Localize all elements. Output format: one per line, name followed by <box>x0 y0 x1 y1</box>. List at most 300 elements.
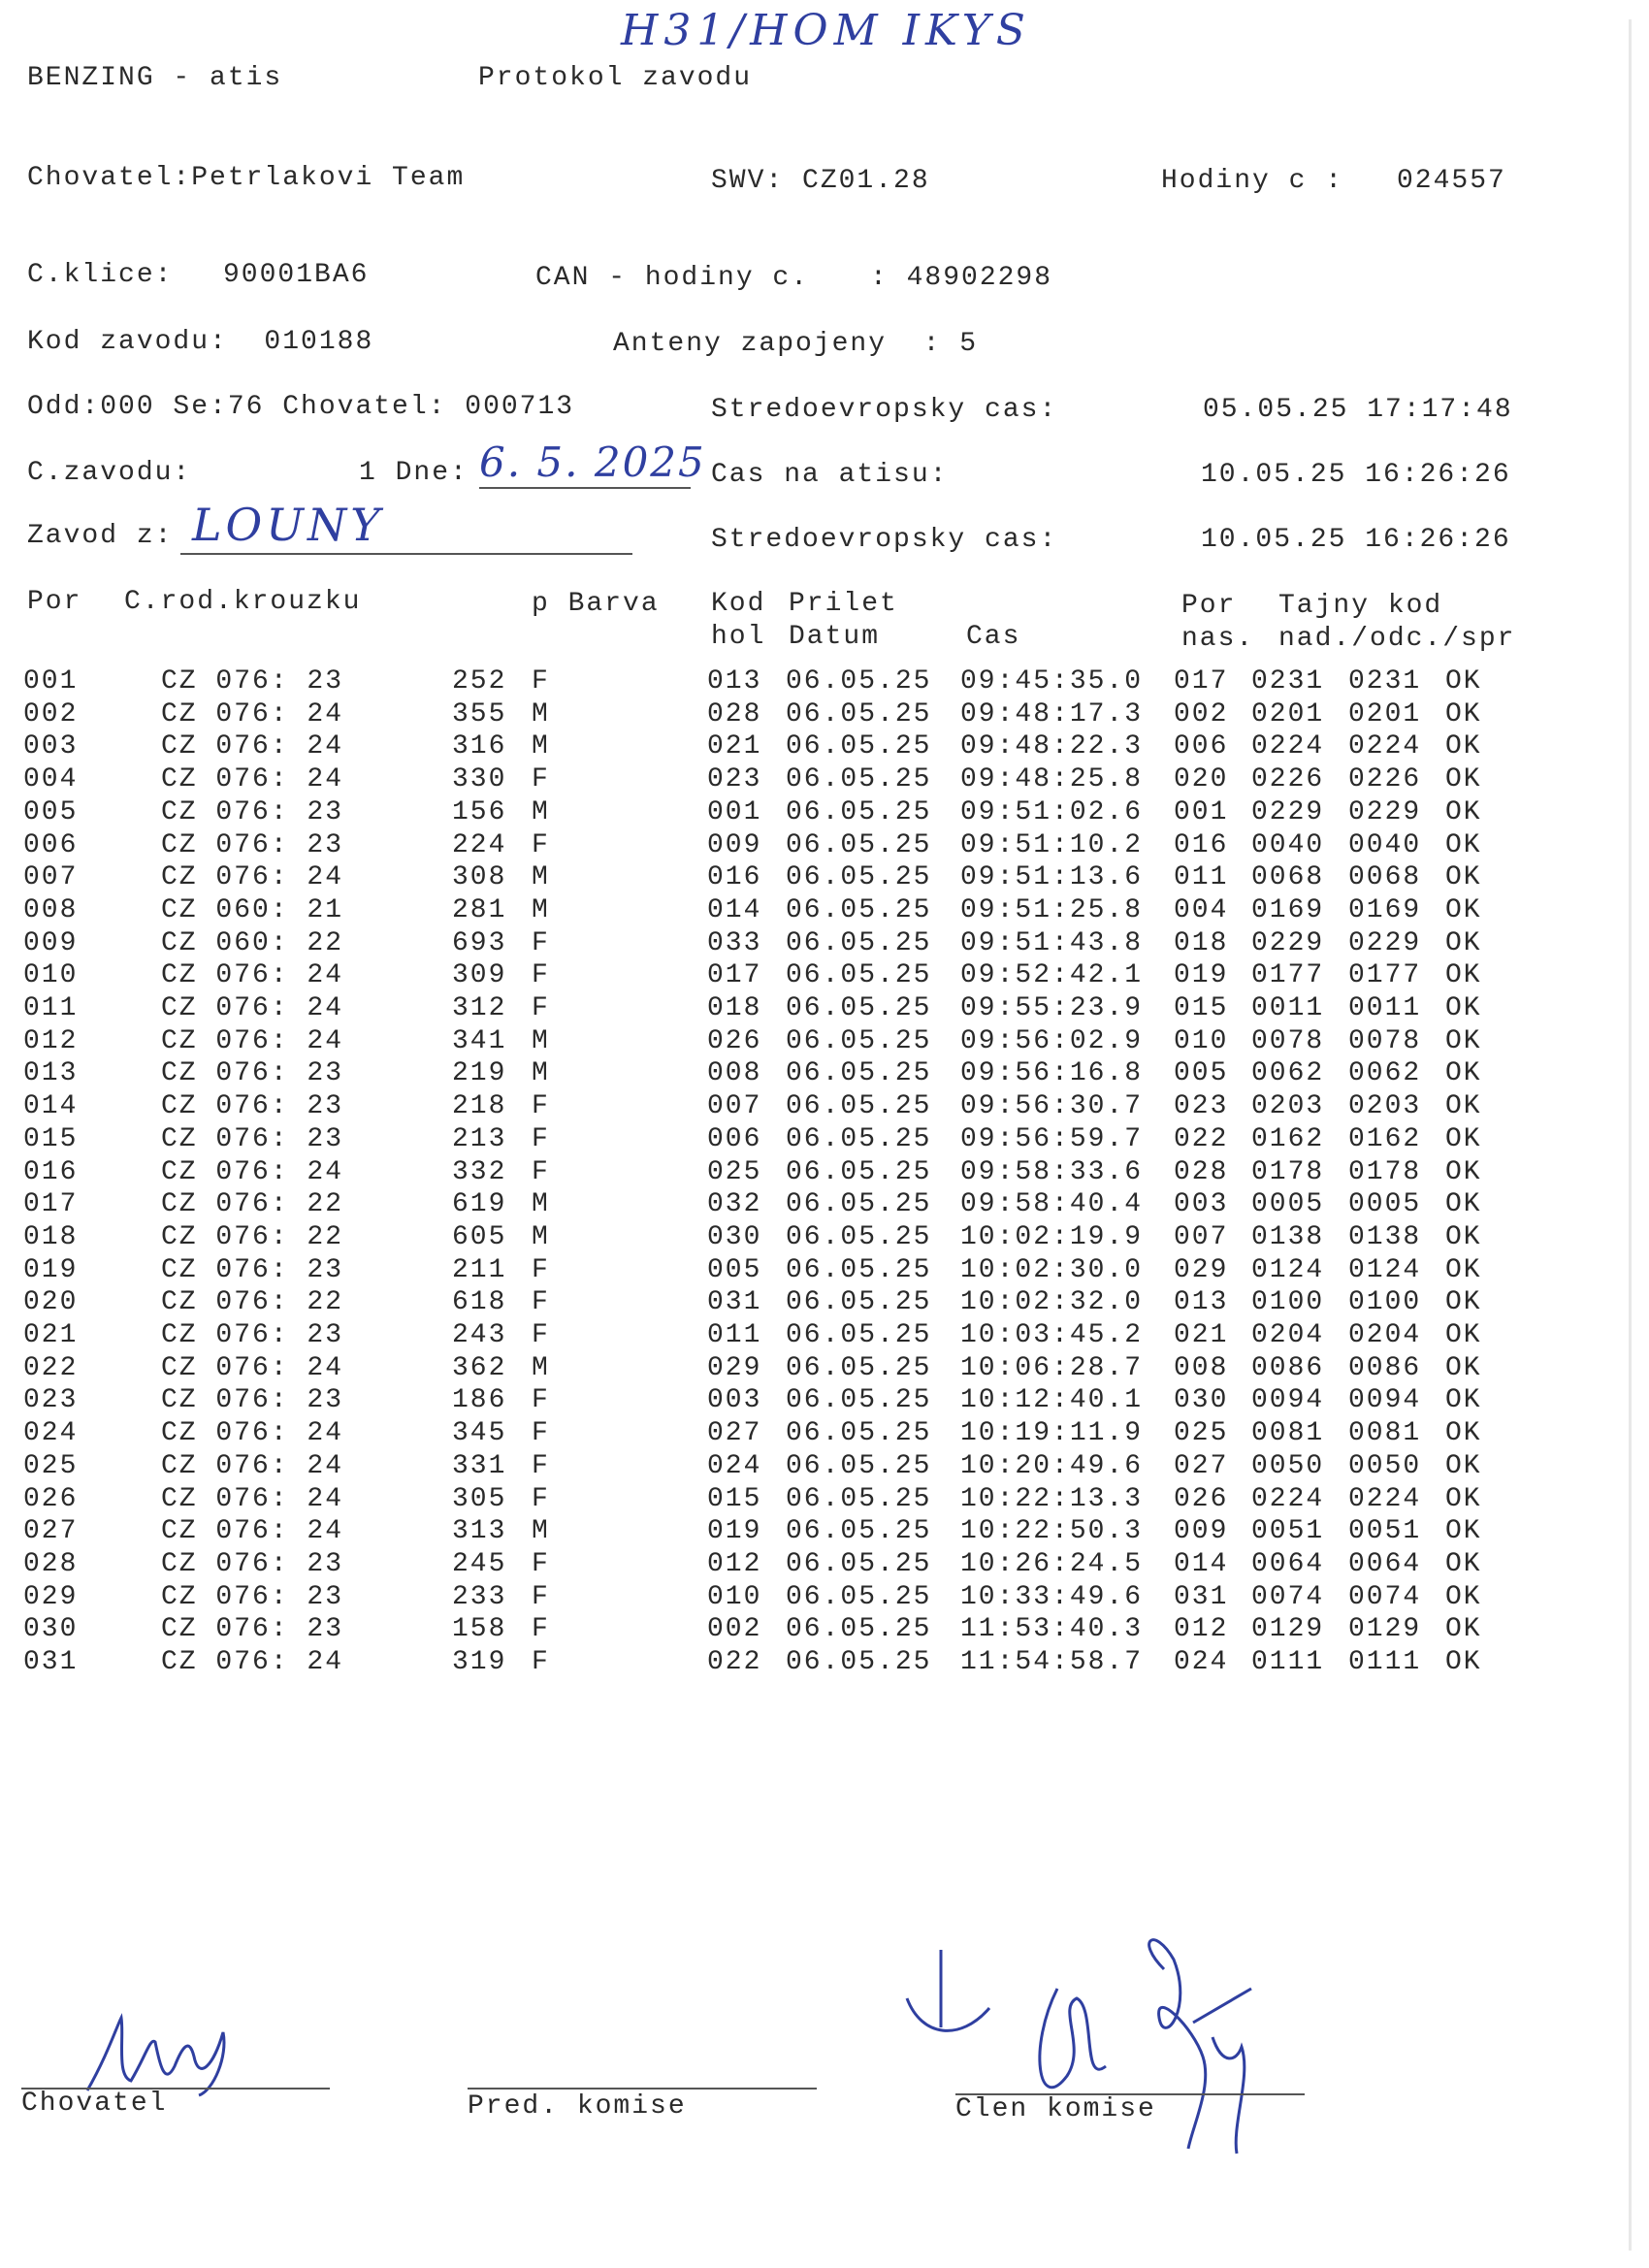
row-ring-number: 309 <box>452 960 507 991</box>
row-code-clock: 0005 <box>1348 1189 1422 1220</box>
row-time: 10:06:28.7 <box>960 1352 1144 1383</box>
cet-value-2: 10.05.25 16:26:26 <box>1201 525 1511 555</box>
row-code-clock: 0124 <box>1348 1254 1422 1285</box>
page-title: Protokol zavodu <box>478 63 753 93</box>
row-date: 06.05.25 <box>786 1581 932 1612</box>
row-code: 033 <box>707 927 762 958</box>
col-header-time: Cas <box>966 622 1021 652</box>
table-row <box>23 1057 1517 1090</box>
row-code-start: 0229 <box>1251 796 1325 827</box>
row-ring: CZ 076: 23 <box>161 796 344 827</box>
row-ring: CZ 076: 24 <box>161 731 344 762</box>
clock-number-value: 024557 <box>1397 166 1506 196</box>
row-race-position: 023 <box>1174 1091 1229 1122</box>
row-code-clock: 0111 <box>1348 1647 1422 1677</box>
row-code-clock: 0062 <box>1348 1058 1422 1089</box>
row-sex: F <box>532 1483 550 1514</box>
row-code-start: 0224 <box>1251 731 1325 762</box>
row-ring: CZ 076: 24 <box>161 1516 344 1547</box>
race-code: Kod zavodu: 010188 <box>27 327 374 357</box>
section-line: Odd:000 Se:76 Chovatel: 000713 <box>27 392 575 422</box>
row-ring-number: 281 <box>452 894 507 925</box>
row-date: 06.05.25 <box>786 1418 932 1449</box>
row-position: 018 <box>23 1221 79 1252</box>
row-position: 022 <box>23 1352 79 1383</box>
row-status: OK <box>1445 796 1482 827</box>
handwritten-reference: H31/HOM IKYS <box>621 6 1031 55</box>
row-ring-number: 316 <box>452 731 507 762</box>
row-code-start: 0111 <box>1251 1647 1325 1677</box>
row-race-position: 026 <box>1174 1483 1229 1514</box>
table-row <box>23 698 1517 731</box>
row-code: 002 <box>707 1614 762 1645</box>
row-code-start: 0011 <box>1251 993 1325 1023</box>
row-date: 06.05.25 <box>786 894 932 925</box>
row-status: OK <box>1445 731 1482 762</box>
atis-time-label: Cas na atisu: <box>711 460 949 490</box>
row-race-position: 017 <box>1174 666 1229 697</box>
row-ring: CZ 076: 23 <box>161 1320 344 1350</box>
row-race-position: 010 <box>1174 1025 1229 1056</box>
row-status: OK <box>1445 862 1482 893</box>
row-date: 06.05.25 <box>786 1385 932 1416</box>
row-code-clock: 0068 <box>1348 862 1422 893</box>
row-sex: F <box>532 829 550 860</box>
antennas-connected: Anteny zapojeny : 5 <box>613 329 979 359</box>
row-ring-number: 313 <box>452 1516 507 1547</box>
row-ring-number: 219 <box>452 1058 507 1089</box>
row-status: OK <box>1445 1221 1482 1252</box>
row-date: 06.05.25 <box>786 960 932 991</box>
row-code-clock: 0086 <box>1348 1352 1422 1383</box>
row-code-start: 0178 <box>1251 1156 1325 1187</box>
row-sex: F <box>532 927 550 958</box>
row-code-clock: 0229 <box>1348 796 1422 827</box>
row-ring: CZ 076: 23 <box>161 829 344 860</box>
row-code-start: 0062 <box>1251 1058 1325 1089</box>
row-position: 016 <box>23 1156 79 1187</box>
table-row <box>23 1025 1517 1058</box>
row-date: 06.05.25 <box>786 1287 932 1318</box>
row-code-start: 0224 <box>1251 1483 1325 1514</box>
atis-time-value: 10.05.25 16:26:26 <box>1201 460 1511 490</box>
row-code-start: 0124 <box>1251 1254 1325 1285</box>
row-time: 10:22:50.3 <box>960 1516 1144 1547</box>
table-row <box>23 1156 1517 1189</box>
row-date: 06.05.25 <box>786 1647 932 1677</box>
row-ring-number: 362 <box>452 1352 507 1383</box>
row-code-start: 0094 <box>1251 1385 1325 1416</box>
row-code: 011 <box>707 1320 762 1350</box>
row-position: 011 <box>23 993 79 1023</box>
row-status: OK <box>1445 1156 1482 1187</box>
row-code-clock: 0204 <box>1348 1320 1422 1350</box>
race-date-handwritten: 6. 5. 2025 <box>479 438 691 489</box>
race-from-underline <box>180 553 632 555</box>
row-ring: CZ 076: 23 <box>161 1091 344 1122</box>
can-clock-label: CAN - hodiny c. <box>535 263 810 293</box>
table-row <box>23 1384 1517 1417</box>
row-code: 026 <box>707 1025 762 1056</box>
row-ring: CZ 076: 24 <box>161 960 344 991</box>
row-time: 09:45:35.0 <box>960 666 1144 697</box>
row-ring-number: 213 <box>452 1123 507 1154</box>
row-race-position: 027 <box>1174 1450 1229 1481</box>
row-race-position: 029 <box>1174 1254 1229 1285</box>
row-ring: CZ 076: 23 <box>161 1548 344 1579</box>
row-time: 10:26:24.5 <box>960 1548 1144 1579</box>
member-signature <box>902 1930 1310 2163</box>
row-code: 028 <box>707 698 762 729</box>
row-ring-number: 156 <box>452 796 507 827</box>
row-time: 09:55:23.9 <box>960 993 1144 1023</box>
row-sex: F <box>532 1287 550 1318</box>
row-race-position: 016 <box>1174 829 1229 860</box>
row-ring-number: 619 <box>452 1189 507 1220</box>
row-race-position: 024 <box>1174 1647 1229 1677</box>
row-status: OK <box>1445 1614 1482 1645</box>
row-ring-number: 158 <box>452 1614 507 1645</box>
row-sex: F <box>532 993 550 1023</box>
row-code-start: 0229 <box>1251 927 1325 958</box>
row-code: 023 <box>707 764 762 795</box>
row-time: 09:58:40.4 <box>960 1189 1144 1220</box>
row-sex: M <box>532 1025 550 1056</box>
row-ring: CZ 076: 23 <box>161 666 344 697</box>
row-position: 013 <box>23 1058 79 1089</box>
row-status: OK <box>1445 829 1482 860</box>
row-code-start: 0169 <box>1251 894 1325 925</box>
row-ring: CZ 076: 24 <box>161 1025 344 1056</box>
cet-value-1: 05.05.25 17:17:48 <box>1203 395 1513 425</box>
row-code-start: 0204 <box>1251 1320 1325 1350</box>
table-row <box>23 1221 1517 1254</box>
row-time: 10:20:49.6 <box>960 1450 1144 1481</box>
row-sex: F <box>532 1385 550 1416</box>
row-code: 018 <box>707 993 762 1023</box>
row-ring: CZ 060: 21 <box>161 894 344 925</box>
row-position: 010 <box>23 960 79 991</box>
row-code: 019 <box>707 1516 762 1547</box>
system-name: BENZING - atis <box>27 63 283 93</box>
row-status: OK <box>1445 1254 1482 1285</box>
cet-label-2: Stredoevropsky cas: <box>711 525 1058 555</box>
row-race-position: 031 <box>1174 1581 1229 1612</box>
row-position: 023 <box>23 1385 79 1416</box>
row-date: 06.05.25 <box>786 1450 932 1481</box>
row-race-position: 021 <box>1174 1320 1229 1350</box>
row-ring: CZ 076: 22 <box>161 1189 344 1220</box>
row-code: 025 <box>707 1156 762 1187</box>
row-time: 10:02:19.9 <box>960 1221 1144 1252</box>
table-row <box>23 1548 1517 1581</box>
row-position: 025 <box>23 1450 79 1481</box>
row-date: 06.05.25 <box>786 1156 932 1187</box>
row-date: 06.05.25 <box>786 1221 932 1252</box>
row-race-position: 015 <box>1174 993 1229 1023</box>
row-time: 09:51:43.8 <box>960 927 1144 958</box>
row-code-start: 0201 <box>1251 698 1325 729</box>
row-ring-number: 218 <box>452 1091 507 1122</box>
row-code-start: 0040 <box>1251 829 1325 860</box>
row-code: 021 <box>707 731 762 762</box>
row-code-clock: 0162 <box>1348 1123 1422 1154</box>
row-time: 10:12:40.1 <box>960 1385 1144 1416</box>
row-code-clock: 0201 <box>1348 698 1422 729</box>
row-code: 024 <box>707 1450 762 1481</box>
row-date: 06.05.25 <box>786 764 932 795</box>
row-time: 09:48:25.8 <box>960 764 1144 795</box>
row-ring-number: 345 <box>452 1418 507 1449</box>
row-date: 06.05.25 <box>786 698 932 729</box>
row-status: OK <box>1445 993 1482 1023</box>
row-sex: F <box>532 1450 550 1481</box>
row-sex: M <box>532 796 550 827</box>
row-code: 016 <box>707 862 762 893</box>
scan-edge <box>1629 19 1632 2251</box>
row-sex: F <box>532 1647 550 1677</box>
row-status: OK <box>1445 1450 1482 1481</box>
row-code-clock: 0074 <box>1348 1581 1422 1612</box>
col-header-code: Kod <box>711 589 766 619</box>
row-code-start: 0129 <box>1251 1614 1325 1645</box>
row-date: 06.05.25 <box>786 1320 932 1350</box>
row-code-start: 0162 <box>1251 1123 1325 1154</box>
row-status: OK <box>1445 1287 1482 1318</box>
row-code: 032 <box>707 1189 762 1220</box>
member-signature-label: Clen komise <box>955 2094 1156 2124</box>
row-code-clock: 0050 <box>1348 1450 1422 1481</box>
row-race-position: 018 <box>1174 927 1229 958</box>
row-code: 006 <box>707 1123 762 1154</box>
table-row <box>23 1090 1517 1123</box>
table-row <box>23 829 1517 862</box>
row-ring-number: 605 <box>452 1221 507 1252</box>
table-row <box>23 894 1517 927</box>
row-position: 020 <box>23 1287 79 1318</box>
row-date: 06.05.25 <box>786 666 932 697</box>
table-row <box>23 992 1517 1025</box>
row-ring: CZ 076: 24 <box>161 1156 344 1187</box>
col-header-ring: C.rod.krouzku <box>124 587 362 617</box>
row-code: 029 <box>707 1352 762 1383</box>
row-position: 007 <box>23 862 79 893</box>
row-code: 009 <box>707 829 762 860</box>
row-ring: CZ 076: 23 <box>161 1581 344 1612</box>
row-sex: F <box>532 1091 550 1122</box>
table-row <box>23 1515 1517 1548</box>
table-row <box>23 1613 1517 1646</box>
row-position: 002 <box>23 698 79 729</box>
row-sex: M <box>532 862 550 893</box>
row-code-clock: 0177 <box>1348 960 1422 991</box>
row-status: OK <box>1445 1548 1482 1579</box>
row-code: 010 <box>707 1581 762 1612</box>
row-time: 09:58:33.6 <box>960 1156 1144 1187</box>
row-code-start: 0078 <box>1251 1025 1325 1056</box>
row-sex: F <box>532 1254 550 1285</box>
row-date: 06.05.25 <box>786 1548 932 1579</box>
row-code-start: 0081 <box>1251 1418 1325 1449</box>
table-row <box>23 1417 1517 1450</box>
row-position: 005 <box>23 796 79 827</box>
row-sex: M <box>532 1516 550 1547</box>
row-code: 007 <box>707 1091 762 1122</box>
row-time: 10:02:30.0 <box>960 1254 1144 1285</box>
row-race-position: 007 <box>1174 1221 1229 1252</box>
row-ring-number: 245 <box>452 1548 507 1579</box>
chairman-signature-label: Pred. komise <box>468 2091 687 2122</box>
row-ring: CZ 076: 24 <box>161 862 344 893</box>
row-sex: M <box>532 1058 550 1089</box>
row-code-clock: 0169 <box>1348 894 1422 925</box>
row-ring-number: 233 <box>452 1581 507 1612</box>
row-ring: CZ 076: 24 <box>161 1450 344 1481</box>
row-ring: CZ 076: 23 <box>161 1254 344 1285</box>
row-race-position: 005 <box>1174 1058 1229 1089</box>
row-status: OK <box>1445 1385 1482 1416</box>
row-sex: F <box>532 960 550 991</box>
row-time: 09:51:25.8 <box>960 894 1144 925</box>
row-code-start: 0050 <box>1251 1450 1325 1481</box>
row-position: 030 <box>23 1614 79 1645</box>
row-ring: CZ 076: 24 <box>161 1647 344 1677</box>
row-status: OK <box>1445 1647 1482 1677</box>
row-status: OK <box>1445 1516 1482 1547</box>
row-ring: CZ 060: 22 <box>161 927 344 958</box>
col-header-hol: hol <box>711 622 766 652</box>
table-row <box>23 1123 1517 1156</box>
row-position: 031 <box>23 1647 79 1677</box>
row-code-clock: 0078 <box>1348 1025 1422 1056</box>
row-code: 012 <box>707 1548 762 1579</box>
race-number-label: C.zavodu: <box>27 458 192 488</box>
row-time: 09:56:30.7 <box>960 1091 1144 1122</box>
row-date: 06.05.25 <box>786 1123 932 1154</box>
row-date: 06.05.25 <box>786 1483 932 1514</box>
row-ring-number: 308 <box>452 862 507 893</box>
row-sex: M <box>532 731 550 762</box>
row-position: 029 <box>23 1581 79 1612</box>
row-ring-number: 319 <box>452 1647 507 1677</box>
row-position: 003 <box>23 731 79 762</box>
row-race-position: 011 <box>1174 862 1229 893</box>
row-ring-number: 330 <box>452 764 507 795</box>
row-ring-number: 186 <box>452 1385 507 1416</box>
row-time: 09:48:17.3 <box>960 698 1144 729</box>
row-date: 06.05.25 <box>786 829 932 860</box>
row-race-position: 014 <box>1174 1548 1229 1579</box>
row-code-clock: 0094 <box>1348 1385 1422 1416</box>
table-row <box>23 1188 1517 1221</box>
row-ring: CZ 076: 23 <box>161 1385 344 1416</box>
clock-number-label: Hodiny c : <box>1161 166 1344 196</box>
row-race-position: 028 <box>1174 1156 1229 1187</box>
row-race-position: 006 <box>1174 731 1229 762</box>
row-code-clock: 0138 <box>1348 1221 1422 1252</box>
row-status: OK <box>1445 1123 1482 1154</box>
row-time: 10:33:49.6 <box>960 1581 1144 1612</box>
row-sex: F <box>532 1581 550 1612</box>
row-ring: CZ 076: 24 <box>161 993 344 1023</box>
row-time: 09:56:02.9 <box>960 1025 1144 1056</box>
row-race-position: 009 <box>1174 1516 1229 1547</box>
row-race-position: 030 <box>1174 1385 1229 1416</box>
row-status: OK <box>1445 698 1482 729</box>
row-code-clock: 0178 <box>1348 1156 1422 1187</box>
row-position: 028 <box>23 1548 79 1579</box>
row-time: 10:22:13.3 <box>960 1483 1144 1514</box>
row-date: 06.05.25 <box>786 1352 932 1383</box>
row-time: 10:02:32.0 <box>960 1287 1144 1318</box>
row-date: 06.05.25 <box>786 1254 932 1285</box>
chairman-signature-line <box>468 2088 817 2090</box>
row-time: 09:56:16.8 <box>960 1058 1144 1089</box>
table-row <box>23 1646 1517 1679</box>
row-date: 06.05.25 <box>786 1025 932 1056</box>
col-header-date: Datum <box>789 622 881 652</box>
row-ring: CZ 076: 22 <box>161 1221 344 1252</box>
row-position: 004 <box>23 764 79 795</box>
table-row <box>23 861 1517 894</box>
row-position: 027 <box>23 1516 79 1547</box>
row-code-start: 0005 <box>1251 1189 1325 1220</box>
table-row <box>23 730 1517 763</box>
table-row <box>23 1254 1517 1287</box>
row-race-position: 025 <box>1174 1418 1229 1449</box>
row-code: 015 <box>707 1483 762 1514</box>
software-version: SWV: CZ01.28 <box>711 166 930 196</box>
row-date: 06.05.25 <box>786 927 932 958</box>
table-row <box>23 763 1517 796</box>
row-position: 014 <box>23 1091 79 1122</box>
row-ring-number: 252 <box>452 666 507 697</box>
row-time: 09:51:02.6 <box>960 796 1144 827</box>
row-ring: CZ 076: 24 <box>161 1418 344 1449</box>
col-header-nad-odc-spr: nad./odc./spr <box>1278 624 1516 654</box>
row-code-start: 0051 <box>1251 1516 1325 1547</box>
row-time: 11:54:58.7 <box>960 1647 1144 1677</box>
row-ring: CZ 076: 23 <box>161 1614 344 1645</box>
table-row <box>23 1581 1517 1614</box>
race-date-label: 1 Dne: <box>359 458 469 488</box>
row-code: 031 <box>707 1287 762 1318</box>
row-sex: F <box>532 666 550 697</box>
table-row <box>23 959 1517 992</box>
row-ring-number: 331 <box>452 1450 507 1481</box>
row-code-start: 0068 <box>1251 862 1325 893</box>
row-position: 017 <box>23 1189 79 1220</box>
can-clock-value: : 48902298 <box>870 263 1053 293</box>
row-sex: F <box>532 764 550 795</box>
row-sex: F <box>532 1320 550 1350</box>
row-time: 09:56:59.7 <box>960 1123 1144 1154</box>
row-code-clock: 0011 <box>1348 993 1422 1023</box>
table-row <box>23 1352 1517 1385</box>
table-row <box>23 796 1517 829</box>
row-date: 06.05.25 <box>786 731 932 762</box>
col-header-sex-color: p Barva <box>532 589 660 619</box>
row-race-position: 004 <box>1174 894 1229 925</box>
table-row <box>23 1319 1517 1352</box>
row-ring-number: 332 <box>452 1156 507 1187</box>
row-code: 022 <box>707 1647 762 1677</box>
row-status: OK <box>1445 1352 1482 1383</box>
row-date: 06.05.25 <box>786 1516 932 1547</box>
row-code-clock: 0231 <box>1348 666 1422 697</box>
row-code-clock: 0203 <box>1348 1091 1422 1122</box>
row-ring: CZ 076: 24 <box>161 1483 344 1514</box>
